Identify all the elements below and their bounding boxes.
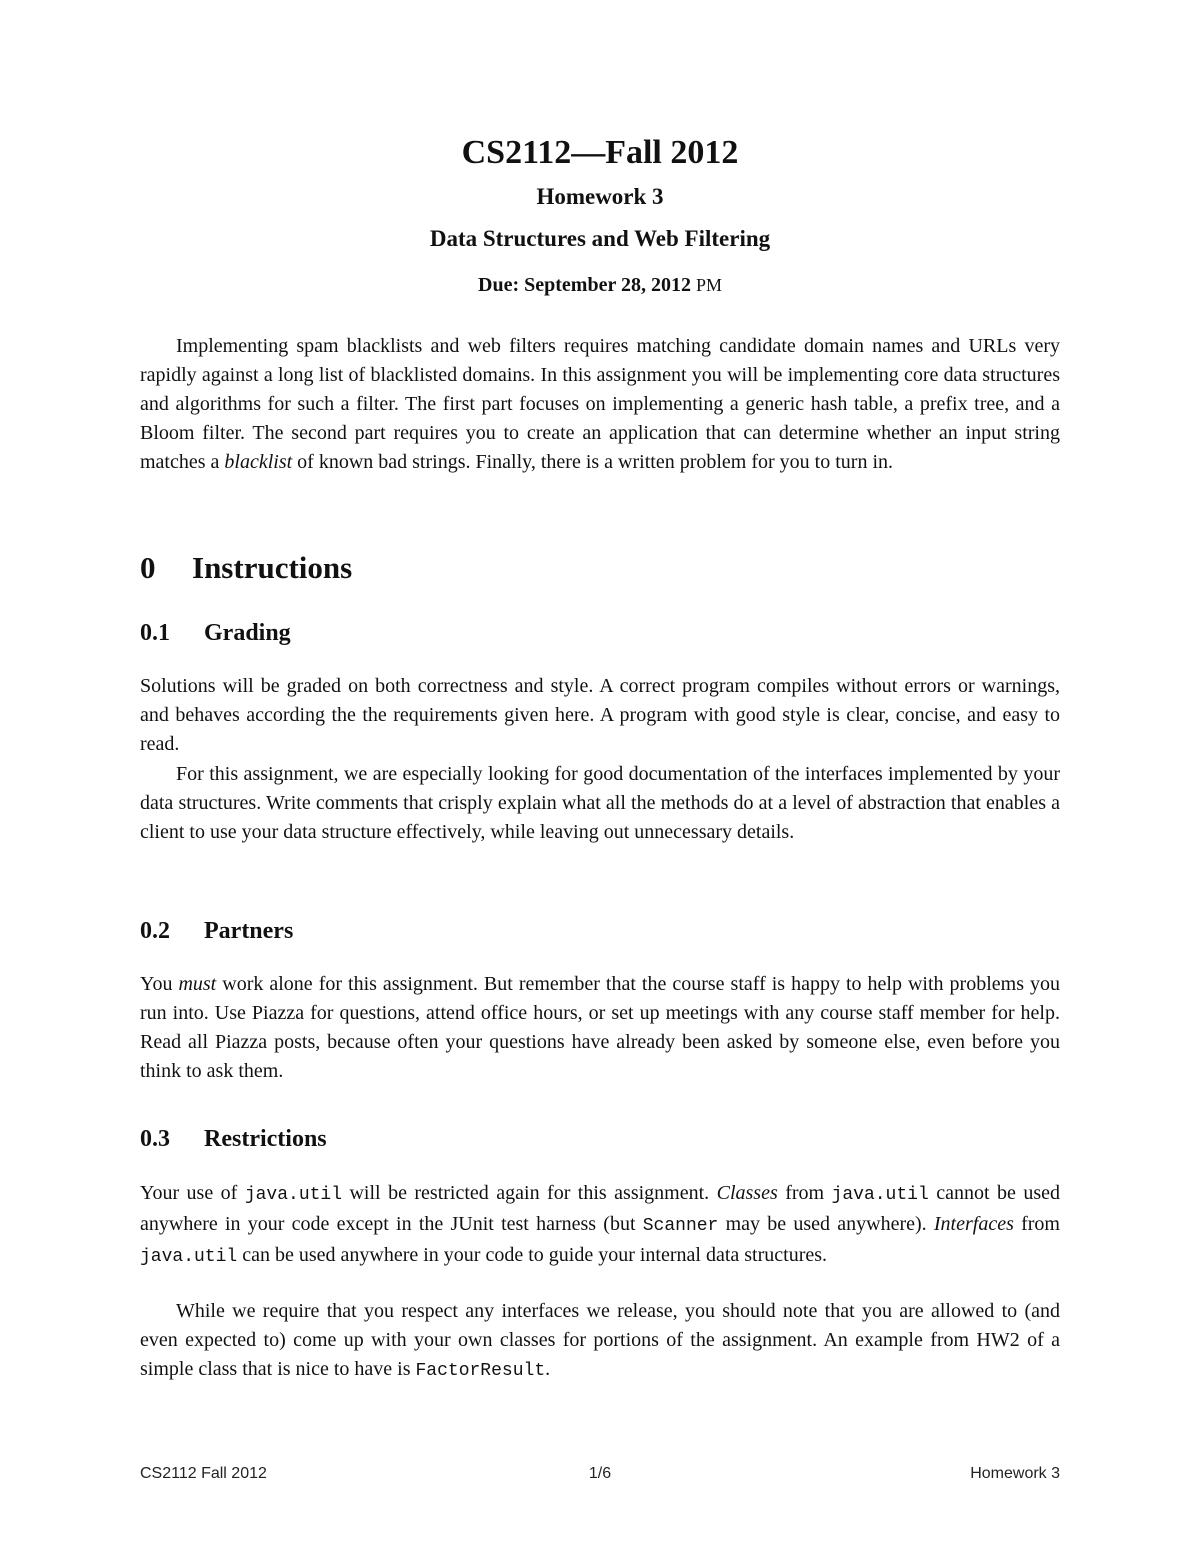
due-date-label: Due: September 28, 2012 [478,274,691,296]
emphasis-classes: Classes [716,1182,778,1204]
code-scanner: Scanner [642,1216,719,1236]
footer-homework: Homework 3 [970,1465,1061,1482]
intro-text-b: of known bad strings. Finally, there is a written problem for you to turn in. [292,451,894,473]
restrictions-text: will be restricted again for this assignment. [342,1182,717,1204]
page-footer [140,1465,1060,1483]
subsection-heading-restrictions [140,1126,327,1153]
subsection-number: 0.1 [140,620,170,646]
emphasis-interfaces: Interfaces [933,1213,1014,1235]
course-title: CS2112—Fall 2012 [461,134,739,171]
partners-emphasis: must [178,973,217,995]
section-number: 0 [140,550,156,585]
due-date-pm: PM [695,275,722,295]
grading-paragraph-1: Solutions will be graded on both correctness and style. A correct program compiles without errors or warnings, and behaves according the the requirements given here. A program with good style is clear, concise, and easy to read. [140,675,1060,755]
restrictions-text: may be used anywhere). [718,1213,934,1235]
grading-paragraph-2: For this assignment, we are especially looking for good documentation of the interfaces implemented by your data structures. Write comments that crisply explain what all the methods do at a level of abstraction that enables a client to use your data structure effectively, while leaving out unnecessary details. [140,763,1060,843]
intro-text-a: Implementing spam blacklists and web filters requires matching candidate domain names and URLs very rapidly against a long list of blacklisted domains. In this assignment you will be implementing core data structures and algorithms for such a filter. The first part focuses on implementing a generic hash table, a prefix tree, and a Bloom filter. The second part requires you to create an application that can determine whether an input string matches a [140,335,1060,473]
footer-page-number: 1/6 [588,1465,612,1482]
restrictions-paragraph-1 [140,1179,1060,1272]
subsection-number: 0.3 [140,1126,170,1152]
restrictions-text: can be used anywhere in your code to guide your internal data structures. [237,1244,828,1266]
subsection-heading-partners [140,918,293,945]
restrictions-text: from [1013,1213,1060,1235]
subsection-heading-grading [140,620,291,647]
subsection-title: Partners [204,918,294,944]
restrictions-text: cannot be used anywhere in your code except in the JUnit test harness (but [140,1182,1060,1235]
code-java-util: java.util [140,1247,238,1267]
section-heading-instructions [140,550,352,586]
restrictions-paragraph-2 [140,1297,1060,1386]
partners-text-b: work alone for this assignment. But remember that the course staff is happy to help with problems you run into. Use Piazza for questions, attend office hours, or set up meetings with any course staff member for help. Read all Piazza posts, because often your questions have already been asked by someone else, even before you think to ask them. [140,973,1060,1082]
subsection-number: 0.2 [140,918,170,944]
code-factorresult: FactorResult [415,1361,546,1381]
partners-text-a: You [140,973,179,995]
subsection-title: Grading [204,620,291,646]
section-title: Instructions [192,550,353,585]
intro-paragraph [140,332,1060,477]
restrictions-text: from [777,1182,832,1204]
code-java-util: java.util [244,1185,343,1205]
restrictions-text: . [545,1358,551,1380]
restrictions-text: While we require that you respect any interfaces we release, you should note that you are allowed to (and even expected to) come up with your own classes for portions of the assignment. An example from HW2 of a simple class that is nice to have is [140,1300,1060,1380]
homework-subtitle: Data Structures and Web Filtering [429,226,771,251]
intro-emphasis: blacklist [224,451,293,473]
homework-title: Homework 3 [536,184,664,209]
code-java-util: java.util [831,1185,929,1205]
footer-course: CS2112 Fall 2012 [140,1465,267,1482]
restrictions-text: Your use of [140,1182,245,1204]
subsection-title: Restrictions [204,1126,327,1152]
partners-paragraph [140,970,1060,1086]
due-date [140,274,1060,297]
